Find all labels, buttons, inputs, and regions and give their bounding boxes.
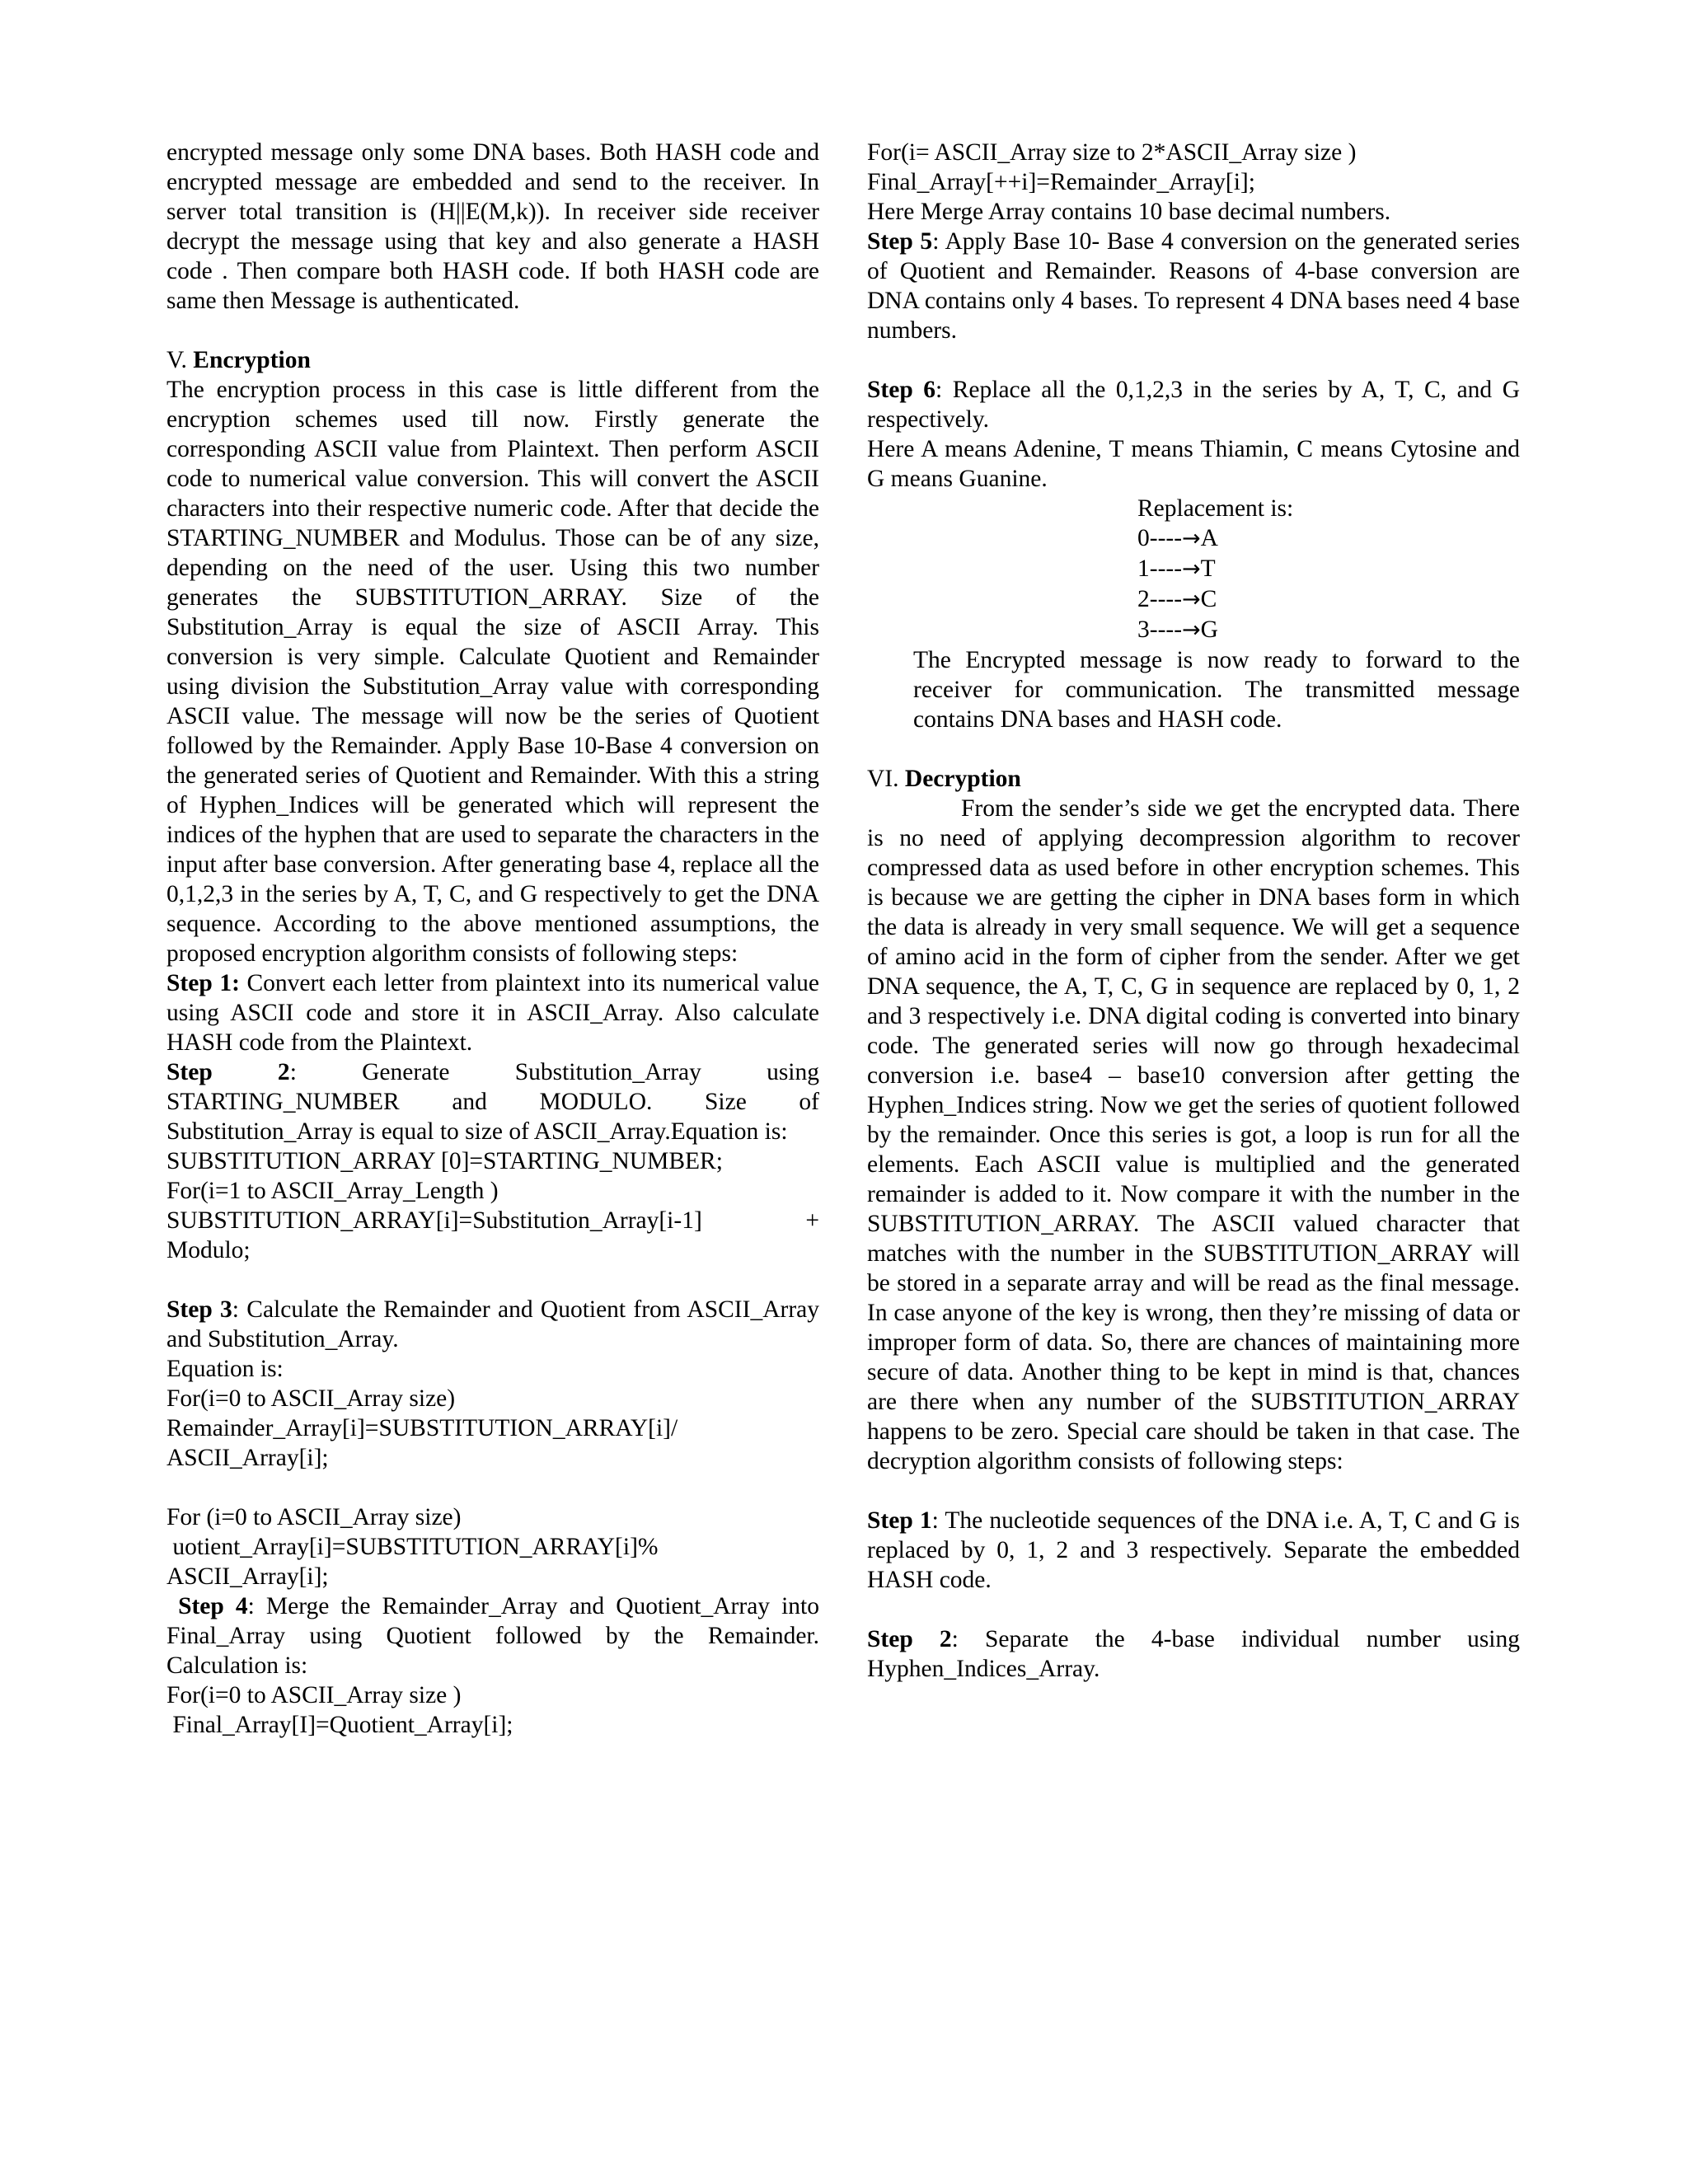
code-line: uotient_Array[i]=SUBSTITUTION_ARRAY[i]% [166, 1534, 659, 1560]
replacement-base: G [1200, 616, 1218, 643]
right-arrow-icon: → [1182, 526, 1201, 551]
code-fragment: + [805, 1207, 819, 1234]
section-number: V. [166, 347, 194, 373]
step-text: Convert each letter from plaintext into its numerical value using ASCII code and store it in ASCII_Array. Also calculate HASH code from the Plaintext. [166, 970, 819, 1056]
dec-step-1 [867, 1506, 1520, 1595]
replacement-row [867, 615, 1520, 645]
section-number: VI. [867, 766, 905, 792]
step-label: Step 4 [178, 1593, 248, 1619]
step-text: : Separate the 4-base individual number using Hyphen_Indices_Array. [867, 1626, 1520, 1682]
replacement-base: A [1200, 525, 1218, 551]
replacement-digit: 3---- [1137, 616, 1183, 643]
step-text: : Replace all the 0,1,2,3 in the series by A, T, C, and G respectively. [867, 377, 1521, 433]
encryption-paragraph: The encryption process in this case is little different from the encryption schemes used till now. Firstly generate the corresponding ASCII value from Plaintext. Then perform ASCII code to numerical value conversion. This will convert the ASCII characters into their respective numeric code. After that decide the STARTING_NUMBER and Modulus. Those can be of any size, depending on the need of the user. Using this two number generates the SUBSTITUTION_ARRAY. Size of the Substitution_Array is equal the size of ASCII Array. This conversion is very simple. Calculate Quotient and Remainder using division the Substitution_Array value with corresponding ASCII value. The message will now be the series of Quotient followed by the Remainder. Apply Base 10-Base 4 conversion on the generated series of Quotient and Remainder. With this a string of Hyphen_Indices will be generated which will represent the indices of the hyphen that are used to separate the characters in the input after base conversion. After generating base 4, replace all the 0,1,2,3 in the series by A, T, C, and G respectively to get the DNA sequence. According to the above mentioned assumptions, the proposed encryption algorithm consists of following steps: [166, 377, 819, 967]
code-line: Final_Array[I]=Quotient_Array[i]; [166, 1712, 513, 1738]
replacement-digit: 0---- [1137, 525, 1183, 551]
enc-step-1 [166, 968, 819, 1057]
equation-label: Equation is: [166, 1356, 284, 1382]
code-line: SUBSTITUTION_ARRAY [0]=STARTING_NUMBER; [166, 1148, 723, 1174]
code-fragment: SUBSTITUTION_ARRAY[i]=Substitution_Array[i-1] [166, 1207, 702, 1234]
intro-paragraph: encrypted message only some DNA bases. Both HASH code and encrypted message are embedded and send to the receiver. In server total transition is (H||E(M,k)). In receiver side receiver decrypt the message using that key and also generate a HASH code . Then compare both HASH code. If both HASH code are same then Message is authenticated. [166, 139, 819, 314]
replacement-base: T [1200, 555, 1216, 582]
replacement-row [867, 523, 1520, 554]
right-column [867, 138, 1520, 1684]
code-line: For(i=0 to ASCII_Array size ) [166, 1682, 462, 1708]
merge-note: Here Merge Array contains 10 base decimal numbers. [867, 199, 1391, 225]
right-arrow-icon: → [1182, 617, 1201, 643]
dec-step-2 [867, 1624, 1520, 1684]
enc-step-5 [867, 227, 1520, 345]
step-label: Step 5 [867, 228, 933, 255]
enc-step-6 [867, 375, 1520, 434]
replacement-row [867, 554, 1520, 584]
code-line [166, 1206, 819, 1235]
step-label: Step 6 [867, 377, 936, 403]
step-label: Step 1: [166, 970, 240, 996]
bases-note: Here A means Adenine, T means Thiamin, C means Cytosine and G means Guanine. [867, 436, 1520, 492]
code-line: For(i= ASCII_Array size to 2*ASCII_Array size ) [867, 139, 1357, 166]
code-line: Final_Array[++i]=Remainder_Array[i]; [867, 169, 1255, 195]
code-line: For (i=0 to ASCII_Array size) [166, 1504, 462, 1530]
step-label: Step 1 [867, 1507, 932, 1534]
step-label: Step 2 [166, 1059, 290, 1085]
step-label: Step 2 [867, 1626, 952, 1652]
section-title: Encryption [193, 347, 311, 373]
step-text: : Calculate the Remainder and Quotient from ASCII_Array and Substitution_Array. [166, 1296, 820, 1352]
replacement-digit: 1---- [1137, 555, 1183, 582]
enc-step-4 [166, 1591, 819, 1680]
replacement-digit: 2---- [1137, 586, 1183, 612]
enc-step-2 [166, 1057, 819, 1146]
replacement-title: Replacement is: [1137, 495, 1294, 522]
code-line: Modulo; [166, 1237, 251, 1263]
step-text: : Merge the Remainder_Array and Quotient_Array into Final_Array using Quotient followed by the Remainder. Calculation is: [166, 1593, 820, 1679]
left-column [166, 138, 819, 1740]
decryption-paragraph: From the sender’s side we get the encrypted data. There is no need of applying decompression algorithm to recover compressed data as used before in other encryption schemes. This is because we are getting the cipher in DNA bases form in which the data is already in very small sequence. We will get a sequence of amino acid in the form of cipher from the sender. After we get DNA sequence, the A, T, C, G in sequence are replaced by 0, 1, 2 and 3 respectively i.e. DNA digital coding is converted into binary code. The generated series will now go through hexadecimal conversion i.e. base4 – base10 conversion after getting the Hyphen_Indices string. Now we get the series of quotient followed by the remainder. Once this series is got, a loop is run for all the elements. Each ASCII value is multiplied and the generated remainder is added to it. Now compare it with the number in the SUBSTITUTION_ARRAY. The ASCII valued character that matches with the number in the SUBSTITUTION_ARRAY will be stored in a separate array and will be read as the final message. In case anyone of the key is wrong, then they’re missing of data or improper form of data. So, there are chances of maintaining more secure of data. Another thing to be kept in mind is that, chances are there when any number of the SUBSTITUTION_ARRAY happens to be zero. Special care should be taken in that case. The decryption algorithm consists of following steps: [867, 795, 1520, 1474]
step-text: : Apply Base 10- Base 4 conversion on the generated series of Quotient and Remainder. Reasons of 4-base conversion are DNA contains only 4 bases. To represent 4 DNA bases need 4 base numbers. [867, 228, 1521, 344]
section-6-heading [867, 764, 1520, 794]
code-line: ASCII_Array[i]; [166, 1445, 329, 1471]
right-arrow-icon: → [1182, 556, 1201, 582]
code-line: ASCII_Array[i]; [166, 1563, 329, 1590]
right-arrow-icon: → [1182, 587, 1201, 612]
step-text: : Generate Substitution_Array using STARTING_NUMBER and MODULO. Size of Substitution_Array is equal to size of ASCII_Array.Equation is: [166, 1059, 820, 1145]
code-line: For(i=0 to ASCII_Array size) [166, 1385, 456, 1412]
step-label: Step 3 [166, 1296, 232, 1323]
section-title: Decryption [904, 766, 1021, 792]
code-line: For(i=1 to ASCII_Array_Length ) [166, 1178, 499, 1204]
replacement-base: C [1200, 586, 1217, 612]
replacement-row [867, 584, 1520, 615]
section-5-heading [166, 345, 819, 375]
ready-note: The Encrypted message is now ready to forward to the receiver for communication. The transmitted message contains DNA bases and HASH code. [913, 647, 1520, 733]
step-text: : The nucleotide sequences of the DNA i.e. A, T, C and G is replaced by 0, 1, 2 and 3 respectively. Separate the embedded HASH code. [867, 1507, 1521, 1593]
code-line: Remainder_Array[i]=SUBSTITUTION_ARRAY[i]/ [166, 1415, 678, 1441]
enc-step-3 [166, 1295, 819, 1354]
